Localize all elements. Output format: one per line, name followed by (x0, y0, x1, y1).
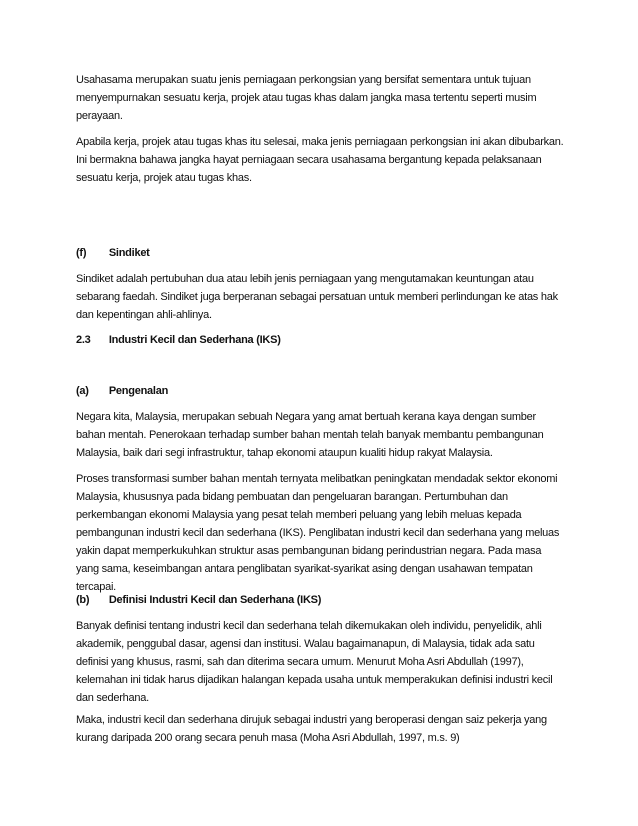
heading-title: Industri Kecil dan Sederhana (IKS) (108, 334, 281, 346)
heading-iks (76, 331, 281, 349)
heading-definisi (76, 591, 321, 609)
heading-pengenalan (76, 382, 168, 400)
heading-title: Sindiket (108, 247, 150, 259)
heading-title: Pengenalan (108, 385, 169, 397)
paragraph-definisi: Banyak definisi tentang industri kecil dan sederhana telah dikemukakan oleh individu, penyelidik, ahli akademik, penggubal dasar, agensi dan institusi. Walau bagaimanapun, di Malaysia, tidak ada satu definisi yang khusus, rasmi, sah dan diterima secara umum. Menurut Moha Asri Abdullah (1997), kelemahan ini tidak harus dijadikan halangan kepada usaha untuk memperakukan definisi industri kecil dan sederhana. (76, 620, 553, 704)
heading-number: (a) (76, 385, 89, 397)
paragraph-maka: Maka, industri kecil dan sederhana dirujuk sebagai industri yang beroperasi dengan saiz pekerja yang kurang daripada 200 orang secara penuh masa (Moha Asri Abdullah, 1997, m.s. 9) (76, 714, 547, 744)
heading-number: (f) (76, 247, 87, 259)
paragraph-proses-transformasi: Proses transformasi sumber bahan mentah ternyata melibatkan peningkatan mendadak sektor ekonomi Malaysia, khususnya pada bidang pembuatan dan pengeluaran barangan. Pertumbuhan dan perkembangan ekonomi Malaysia yang pesat telah memberi peluang yang lebih meluas kepada pembangunan industri kecil dan sederhana (IKS). Penglibatan industri kecil dan sederhana yang meluas yakin dapat memperkukuhkan struktur asas pembangunan bidang perindustrian negara. Pada masa yang sama, keseimbangan antara penglibatan syarikat-syarikat asing dengan usahawan tempatan tercapai. (76, 473, 560, 593)
paragraph-usahasama-dibubarkan: Apabila kerja, projek atau tugas khas itu selesai, maka jenis perniagaan perkongsian ini akan dibubarkan. Ini bermakna bahawa jangka hayat perniagaan secara usahasama bergantung kepada pelaksanaan sesuatu kerja, projek atau tugas khas. (76, 136, 564, 184)
heading-title: Definisi Industri Kecil dan Sederhana (IKS) (108, 594, 322, 606)
paragraph-usahasama: Usahasama merupakan suatu jenis perniagaan perkongsian yang bersifat sementara untuk tujuan menyempurnakan sesuatu kerja, projek atau tugas khas dalam jangka masa tertentu seperti musim perayaan. (76, 74, 537, 122)
paragraph-sindiket: Sindiket adalah pertubuhan dua atau lebih jenis perniagaan yang mengutamakan keuntungan atau sebarang faedah. Sindiket juga berperanan sebagai persatuan untuk memberi perlindungan ke atas hak dan kepentingan ahli-ahlinya. (76, 273, 558, 321)
heading-number: (b) (76, 594, 90, 606)
heading-number: 2.3 (76, 334, 91, 346)
heading-sindiket (76, 244, 150, 262)
paragraph-pengenalan: Negara kita, Malaysia, merupakan sebuah Negara yang amat bertuah kerana kaya dengan sumber bahan mentah. Penerokaan terhadap sumber bahan mentah telah banyak membantu pembangunan Malaysia, baik dari segi infrastruktur, tahap ekonomi ataupun kualiti hidup rakyat Malaysia. (76, 411, 544, 459)
